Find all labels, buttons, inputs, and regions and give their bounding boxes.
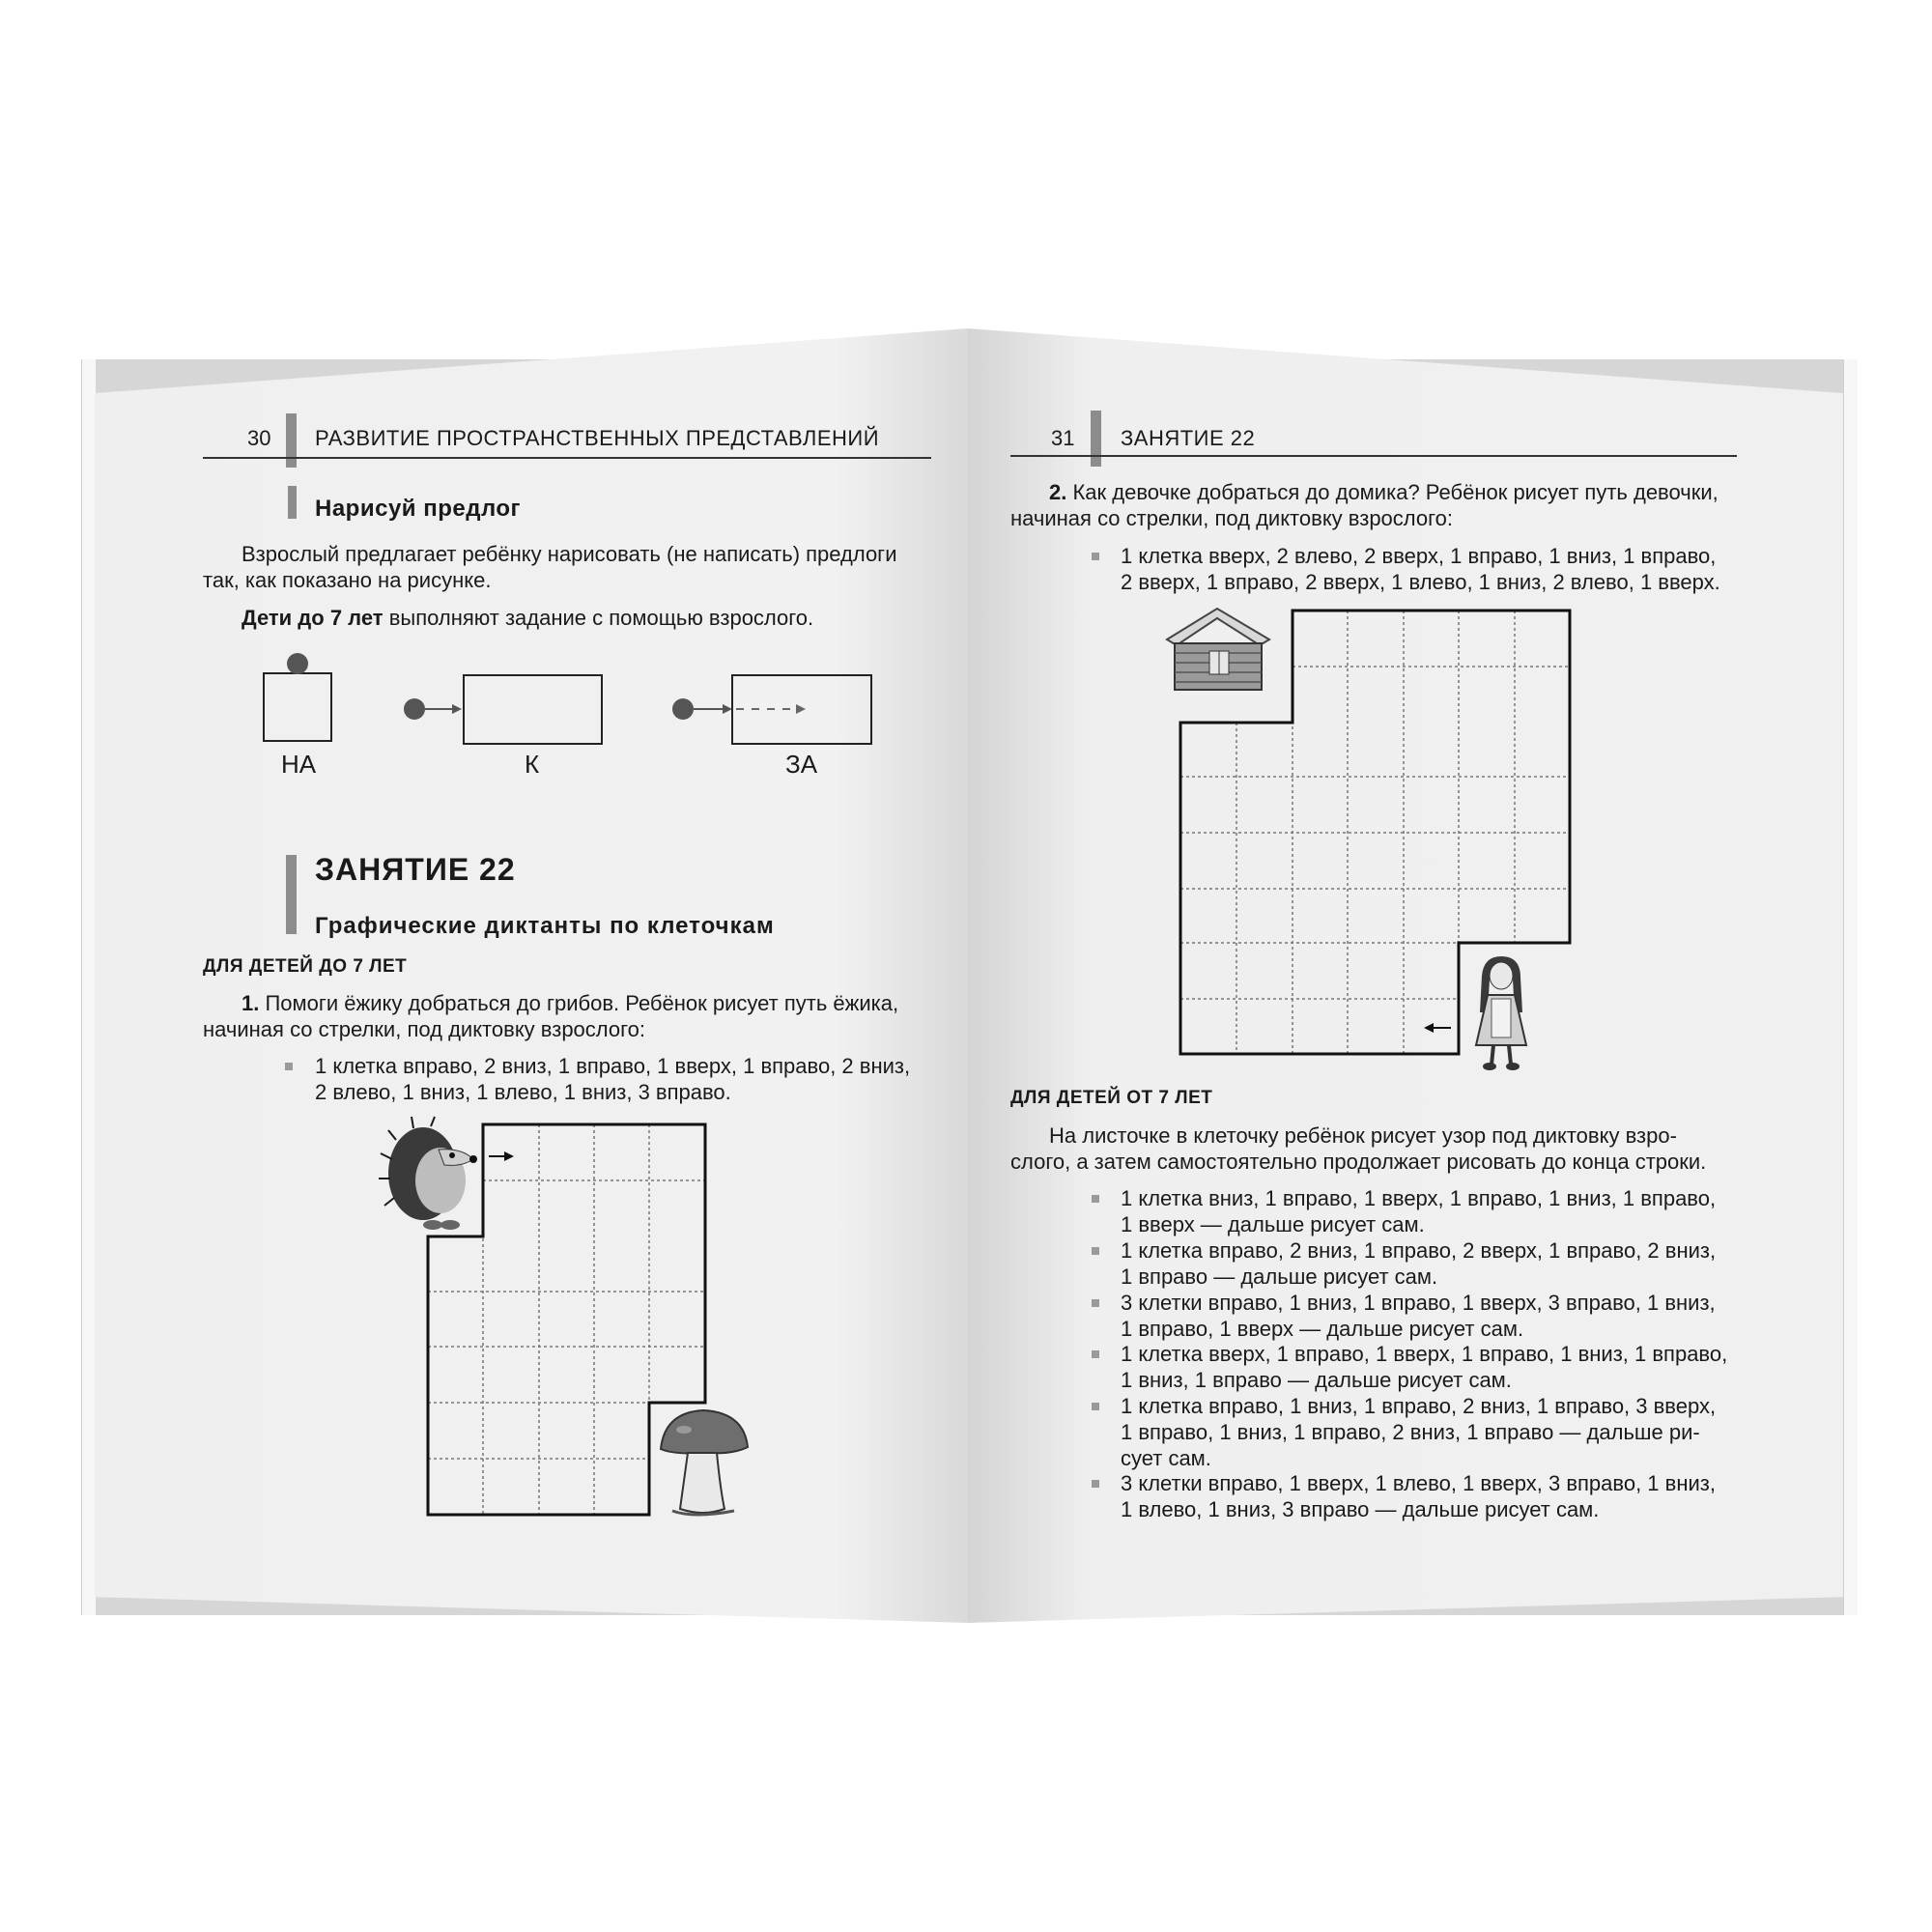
label-na: НА bbox=[281, 750, 317, 779]
task-text: Помоги ёжику добраться до грибов. Ребёнок рисует путь ёжика, bbox=[259, 991, 899, 1015]
girl-icon bbox=[1468, 956, 1536, 1072]
pattern-item bbox=[1121, 1341, 1727, 1393]
item-line: 1 вправо, 1 вниз, 1 вправо, 2 вниз, 1 вправо — дальше ри- bbox=[1121, 1420, 1700, 1444]
note-bold: Дети до 7 лет bbox=[242, 606, 384, 630]
paragraph-line: Взрослый предлагает ребёнку нарисовать (не написать) предлоги bbox=[242, 542, 897, 566]
pattern-item bbox=[1121, 1185, 1716, 1237]
dictation-line: 1 клетка вверх, 2 влево, 2 вверх, 1 вправо, 1 вниз, 1 вправо, bbox=[1121, 544, 1717, 568]
label-za: ЗА bbox=[785, 750, 818, 779]
pattern-item bbox=[1121, 1290, 1716, 1342]
item-line: 3 клетки вправо, 1 вниз, 1 вправо, 1 вверх, 3 вправо, 1 вниз, bbox=[1121, 1291, 1716, 1315]
bullet bbox=[1092, 1480, 1099, 1488]
task-text: начиная со стрелки, под диктовку взрослого: bbox=[1010, 506, 1454, 530]
paragraph-line: так, как показано на рисунке. bbox=[203, 568, 492, 592]
task-number: 2. bbox=[1049, 480, 1067, 504]
house-icon bbox=[1163, 607, 1273, 694]
task-number: 1. bbox=[242, 991, 260, 1015]
item-line: 1 вправо — дальше рисует сам. bbox=[1121, 1264, 1438, 1289]
lesson-subtitle: Графические диктанты по клеточкам bbox=[315, 913, 775, 939]
right-running-head: ЗАНЯТИЕ 22 bbox=[1121, 426, 1256, 450]
bullet bbox=[1092, 1299, 1099, 1307]
left-page-number: 30 bbox=[247, 426, 271, 450]
item-line: 1 клетка вверх, 1 вправо, 1 вверх, 1 вправо, 1 вниз, 1 вправо, bbox=[1121, 1342, 1728, 1366]
task-text: Как девочке добраться до домика? Ребёнок рисует путь девочки, bbox=[1066, 480, 1719, 504]
right-page-number: 31 bbox=[1051, 426, 1075, 450]
paragraph-line: слого, а затем самостоятельно продолжает рисовать до конца строки. bbox=[1010, 1150, 1707, 1174]
bullet bbox=[1092, 1195, 1099, 1203]
item-line: 1 клетка вправо, 1 вниз, 1 вправо, 2 вниз, 1 вправо, 3 вверх, bbox=[1121, 1394, 1717, 1418]
dictation-line: 2 влево, 1 вниз, 1 влево, 1 вниз, 3 вправо. bbox=[315, 1080, 731, 1104]
lesson-title: ЗАНЯТИЕ 22 bbox=[315, 852, 516, 887]
item-line: 3 клетки вправо, 1 вверх, 1 влево, 1 вверх, 3 вправо, 1 вниз, bbox=[1121, 1471, 1716, 1495]
bullet bbox=[1092, 1350, 1099, 1358]
item-line: 1 вправо, 1 вверх — дальше рисует сам. bbox=[1121, 1317, 1524, 1341]
item-line: сует сам. bbox=[1121, 1446, 1211, 1470]
pattern-paragraph bbox=[1010, 1122, 1745, 1175]
bullet bbox=[1092, 1247, 1099, 1255]
item-line: 1 вверх — дальше рисует сам. bbox=[1121, 1212, 1425, 1236]
item-line: 1 влево, 1 вниз, 3 вправо — дальше рисует сам. bbox=[1121, 1497, 1600, 1521]
note-rest: выполняют задание с помощью взрослого. bbox=[383, 606, 814, 630]
age-heading-left: ДЛЯ ДЕТЕЙ ДО 7 ЛЕТ bbox=[203, 956, 408, 977]
label-k: К bbox=[525, 750, 540, 779]
item-line: 1 клетка вправо, 2 вниз, 1 вправо, 2 вверх, 1 вправо, 2 вниз, bbox=[1121, 1238, 1717, 1263]
item-line: 1 вниз, 1 вправо — дальше рисует сам. bbox=[1121, 1368, 1512, 1392]
left-running-head: РАЗВИТИЕ ПРОСТРАНСТВЕННЫХ ПРЕДСТАВЛЕНИЙ bbox=[315, 426, 880, 450]
paragraph-line: На листочке в клеточку ребёнок рисует узор под диктовку взро- bbox=[1049, 1123, 1677, 1148]
section-title: Нарисуй предлог bbox=[315, 496, 522, 522]
dictation-line: 1 клетка вправо, 2 вниз, 1 вправо, 1 вверх, 1 вправо, 2 вниз, bbox=[315, 1054, 911, 1078]
bullet bbox=[1092, 1403, 1099, 1410]
pattern-item bbox=[1121, 1237, 1716, 1290]
pattern-item bbox=[1121, 1470, 1716, 1522]
task-text: начиная со стрелки, под диктовку взрослого: bbox=[203, 1017, 646, 1041]
pattern-item bbox=[1121, 1393, 1716, 1471]
item-line: 1 клетка вниз, 1 вправо, 1 вверх, 1 вправо, 1 вниз, 1 вправо, bbox=[1121, 1186, 1717, 1210]
age-heading-right: ДЛЯ ДЕТЕЙ ОТ 7 ЛЕТ bbox=[1010, 1088, 1213, 1108]
dictation-line: 2 вверх, 1 вправо, 2 вверх, 1 влево, 1 вниз, 2 влево, 1 вверх. bbox=[1121, 570, 1720, 594]
